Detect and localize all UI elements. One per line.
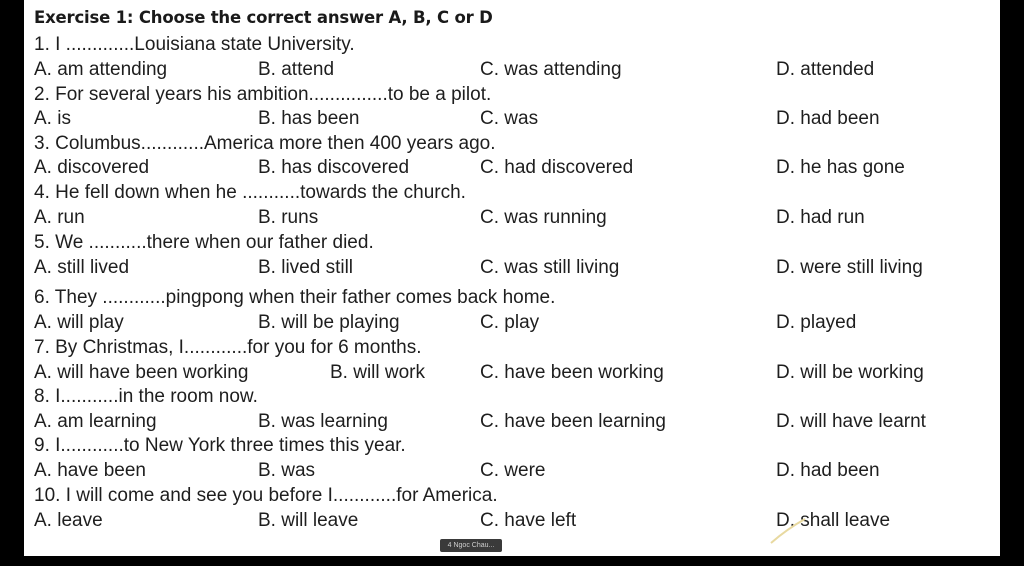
q8-option-c[interactable]: C. have been learning <box>480 411 666 432</box>
q3-option-c[interactable]: C. had discovered <box>480 157 634 178</box>
question-2: 2. For several years his ambition...............to be a pilot. <box>34 84 492 105</box>
q10-option-d[interactable]: D. shall leave <box>776 510 891 531</box>
exercise-title: Exercise 1: Choose the correct answer A, B, C or D <box>34 8 493 27</box>
q6-option-a[interactable]: A. will play <box>34 312 124 333</box>
q2-option-b[interactable]: B. has been <box>258 108 360 129</box>
question-10: 10. I will come and see you before I............for America. <box>34 485 498 506</box>
q9-option-d[interactable]: D. had been <box>776 460 880 481</box>
q4-option-b[interactable]: B. runs <box>258 207 319 228</box>
q4-option-a[interactable]: A. run <box>34 207 85 228</box>
q8-option-d[interactable]: D. will have learnt <box>776 411 926 432</box>
q9-option-b[interactable]: B. was <box>258 460 316 481</box>
question-5: 5. We ...........there when our father died. <box>34 232 374 253</box>
q10-option-a[interactable]: A. leave <box>34 510 103 531</box>
q9-option-c[interactable]: C. were <box>480 460 546 481</box>
question-1: 1. I .............Louisiana state University. <box>34 34 355 55</box>
q1-option-d[interactable]: D. attended <box>776 59 875 80</box>
q7-option-b[interactable]: B. will work <box>330 362 426 383</box>
q6-option-b[interactable]: B. will be playing <box>258 312 400 333</box>
q10-option-c[interactable]: C. have left <box>480 510 577 531</box>
question-7: 7. By Christmas, I............for you for 6 months. <box>34 337 422 358</box>
q10-option-b[interactable]: B. will leave <box>258 510 359 531</box>
q2-option-c[interactable]: C. was <box>480 108 539 129</box>
q8-option-b[interactable]: B. was learning <box>258 411 388 432</box>
q3-option-b[interactable]: B. has discovered <box>258 157 410 178</box>
q7-option-d[interactable]: D. will be working <box>776 362 924 383</box>
q8-option-a[interactable]: A. am learning <box>34 411 157 432</box>
q4-option-d[interactable]: D. had run <box>776 207 865 228</box>
q1-option-a[interactable]: A. am attending <box>34 59 168 80</box>
q5-option-c[interactable]: C. was still living <box>480 257 620 278</box>
bottom-black-bar <box>0 556 1024 566</box>
q3-option-a[interactable]: A. discovered <box>34 157 150 178</box>
q3-option-d[interactable]: D. he has gone <box>776 157 905 178</box>
pen-stroke-mark <box>769 515 809 545</box>
q5-option-d[interactable]: D. were still living <box>776 257 923 278</box>
question-3: 3. Columbus............America more then 400 years ago. <box>34 133 496 154</box>
q9-option-a[interactable]: A. have been <box>34 460 146 481</box>
q6-option-d[interactable]: D. played <box>776 312 857 333</box>
q2-option-a[interactable]: A. is <box>34 108 71 129</box>
watermark-label: 4 Ngoc Chau... <box>440 539 502 552</box>
q5-option-b[interactable]: B. lived still <box>258 257 354 278</box>
q2-option-d[interactable]: D. had been <box>776 108 880 129</box>
q7-option-c[interactable]: C. have been working <box>480 362 664 383</box>
worksheet-page <box>24 0 1000 556</box>
q1-option-b[interactable]: B. attend <box>258 59 335 80</box>
q7-option-a[interactable]: A. will have been working <box>34 362 249 383</box>
q6-option-c[interactable]: C. play <box>480 312 540 333</box>
q1-option-c[interactable]: C. was attending <box>480 59 622 80</box>
question-4: 4. He fell down when he ...........towards the church. <box>34 182 466 203</box>
question-9: 9. I............to New York three times this year. <box>34 435 406 456</box>
question-8: 8. I...........in the room now. <box>34 386 258 407</box>
q4-option-c[interactable]: C. was running <box>480 207 607 228</box>
q5-option-a[interactable]: A. still lived <box>34 257 130 278</box>
question-6: 6. They ............pingpong when their father comes back home. <box>34 287 556 308</box>
